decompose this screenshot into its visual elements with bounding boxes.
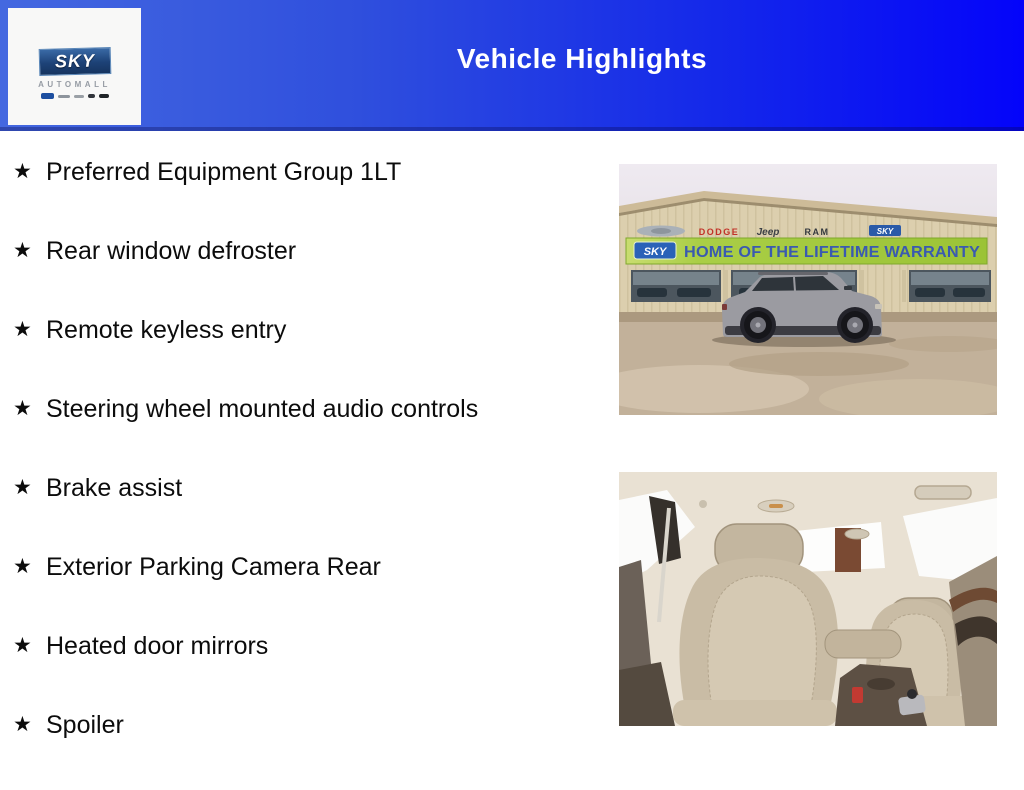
rear-hub xyxy=(756,323,761,328)
ram-sign: RAM xyxy=(804,227,830,237)
driver-cushion xyxy=(673,700,837,726)
automall-label: AUTOMALL xyxy=(38,80,111,89)
highlight-label: Brake assist xyxy=(46,473,183,502)
reflected-car xyxy=(915,288,945,297)
star-bullet-icon: ★ xyxy=(13,396,32,420)
window-reflection xyxy=(633,272,719,285)
center-armrest xyxy=(825,630,901,658)
jeep-sign: Jeep xyxy=(756,227,780,238)
exterior-photo xyxy=(619,164,997,415)
highlight-label: Rear window defroster xyxy=(46,236,297,265)
cup-holder xyxy=(867,678,895,690)
star-bullet-icon: ★ xyxy=(13,159,32,183)
page-title: Vehicle Highlights xyxy=(456,42,708,74)
list-item xyxy=(13,474,478,502)
reflected-car xyxy=(953,288,985,297)
window-pillar xyxy=(794,277,795,291)
exterior-photo-graphic xyxy=(619,164,997,415)
interior-photo-graphic xyxy=(619,472,997,726)
highlight-label: Steering wheel mounted audio controls xyxy=(46,394,479,423)
headliner-sensor xyxy=(699,500,707,508)
banner-sky-text: SKY xyxy=(643,246,667,258)
star-bullet-icon: ★ xyxy=(13,712,32,736)
dodge-sign: DODGE xyxy=(698,227,740,237)
pavement-stain xyxy=(729,352,909,376)
list-item xyxy=(13,395,478,423)
brand-logos-row xyxy=(41,93,109,99)
list-item xyxy=(13,237,478,265)
dealer-logo xyxy=(8,8,141,125)
star-bullet-icon: ★ xyxy=(13,633,32,657)
shifter-knob xyxy=(907,689,917,699)
ford-oval-icon xyxy=(41,93,54,99)
star-bullet-icon: ★ xyxy=(13,475,32,499)
window-reflection xyxy=(911,272,989,285)
list-item xyxy=(13,632,478,660)
front-hub xyxy=(853,323,858,328)
chrysler-wing-center xyxy=(651,228,671,234)
star-bullet-icon: ★ xyxy=(13,317,32,341)
header-banner xyxy=(0,0,1024,131)
highlight-label: Heated door mirrors xyxy=(46,631,269,660)
reflected-car xyxy=(637,288,667,297)
headlight xyxy=(875,304,882,309)
chrysler-wing-icon xyxy=(58,95,70,98)
dodge-logo-icon xyxy=(74,95,84,98)
sky-logo-badge xyxy=(38,47,111,76)
star-bullet-icon: ★ xyxy=(13,238,32,262)
list-item xyxy=(13,158,478,186)
star-bullet-icon: ★ xyxy=(13,554,32,578)
side-mirror xyxy=(844,286,852,290)
list-item xyxy=(13,553,478,581)
warranty-banner xyxy=(626,238,987,264)
highlight-label: Remote keyless entry xyxy=(46,315,287,344)
sky-rooftop-sign-text: SKY xyxy=(876,227,894,236)
list-item xyxy=(13,316,478,344)
seat-belt-buckle xyxy=(852,687,863,703)
highlight-label: Preferred Equipment Group 1LT xyxy=(46,157,402,186)
banner-headline: HOME OF THE LIFETIME WARRANTY xyxy=(684,244,981,261)
vehicle-highlights-list xyxy=(13,158,478,790)
highlight-label: Spoiler xyxy=(46,710,124,739)
coat-hook-trim xyxy=(845,529,869,539)
highlight-label: Exterior Parking Camera Rear xyxy=(46,552,381,581)
header-bottom-edge xyxy=(0,127,1024,131)
taillight xyxy=(722,304,727,310)
reflected-car xyxy=(677,288,711,297)
sky-logo-text: SKY xyxy=(54,50,95,72)
grab-handle xyxy=(915,486,971,499)
roof-rails xyxy=(758,272,828,275)
jeep-logo-icon xyxy=(88,94,95,98)
dome-light-lens xyxy=(769,504,783,508)
interior-photo xyxy=(619,472,997,726)
ram-logo-icon xyxy=(99,94,109,98)
list-item xyxy=(13,711,478,739)
